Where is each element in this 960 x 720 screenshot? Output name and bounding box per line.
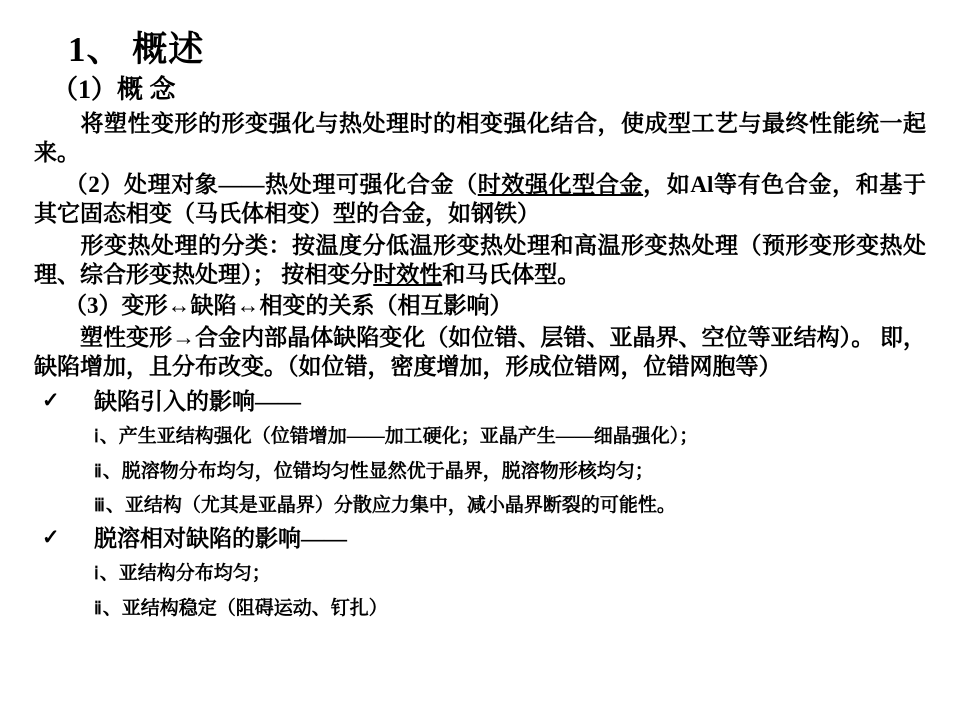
- section-2-body-part-a: 形变热处理的分类：按温度分低温形变热处理和高温形变热处理（预形变形变热处理、综合形变热处理）； 按相变分: [34, 232, 926, 287]
- sub-item-number: ⅲ: [94, 497, 106, 517]
- sub-item-text: 、亚结构分布均匀；: [99, 563, 271, 585]
- bullet-item-1: [34, 388, 926, 417]
- sub-item-number: ⅰ: [94, 429, 100, 449]
- bullet-item-2-label: 脱溶相对缺陷的影响——: [94, 525, 347, 551]
- section-3-body: [34, 323, 926, 382]
- bullet-1-sub-item-3: [94, 494, 926, 519]
- section-2-heading-part-c: ，如Al等有色合金，和基于其它固态相变（马氏体相变）型的合金，如钢铁）: [34, 171, 926, 227]
- bullet-item-2: [34, 525, 926, 554]
- section-3-heading: [34, 291, 926, 320]
- check-icon: ✓: [42, 524, 60, 549]
- bullet-2-sub-item-2: [94, 597, 926, 622]
- sub-item-text: 、脱溶物分布均匀，位错均匀性显然优于晶界，脱溶物形核均匀；: [102, 460, 654, 482]
- section-2-body: [34, 231, 926, 290]
- section-2-heading-emphasis: 时效强化型合金: [477, 171, 644, 197]
- section-2-body-part-c: 和马氏体型。: [442, 261, 581, 287]
- check-icon: ✓: [42, 387, 60, 412]
- sub-item-text: 、亚结构（尤其是亚晶界）分散应力集中，减小晶界断裂的可能性。: [105, 494, 676, 516]
- bullet-item-1-label: 缺陷引入的影响——: [94, 388, 301, 414]
- section-3-heading-text: （3）变形↔缺陷↔相变的关系（相互影响）: [64, 293, 513, 319]
- sub-item-number: ⅱ: [94, 463, 103, 483]
- bullet-1-sub-item-1: [94, 425, 926, 450]
- section-1-body: [34, 109, 926, 168]
- sub-item-text: 、亚结构稳定（阻碍运动、钉扎）: [102, 597, 388, 619]
- sub-item-number: ⅱ: [94, 600, 103, 620]
- section-2-body-emphasis: 时效性: [373, 261, 443, 287]
- section-1-heading: （1）概 念: [52, 75, 176, 105]
- bullet-1-sub-item-2: [94, 460, 926, 485]
- bullet-2-sub-item-1: [94, 562, 926, 587]
- sub-item-text: 、产生亚结构强化（位错增加——加工硬化；亚晶产生——细晶强化）；: [99, 426, 699, 448]
- section-2-heading: [34, 170, 926, 229]
- section-2-heading-part-a: （2）处理对象——热处理可强化合金（: [64, 171, 478, 197]
- sub-item-number: ⅰ: [94, 566, 100, 586]
- section-1-body-text: 将塑性变形的形变强化与热处理时的相变强化结合，使成型工艺与最终性能统一起来。: [34, 110, 926, 166]
- page-title: 1、 概述: [68, 30, 205, 69]
- section-3-body-text: 塑性变形→合金内部晶体缺陷变化（如位错、层错、亚晶界、空位等亚结构）。 即，缺陷增加，且分布改变。（如位错，密度增加，形成位错网，位错网胞等）: [34, 324, 926, 380]
